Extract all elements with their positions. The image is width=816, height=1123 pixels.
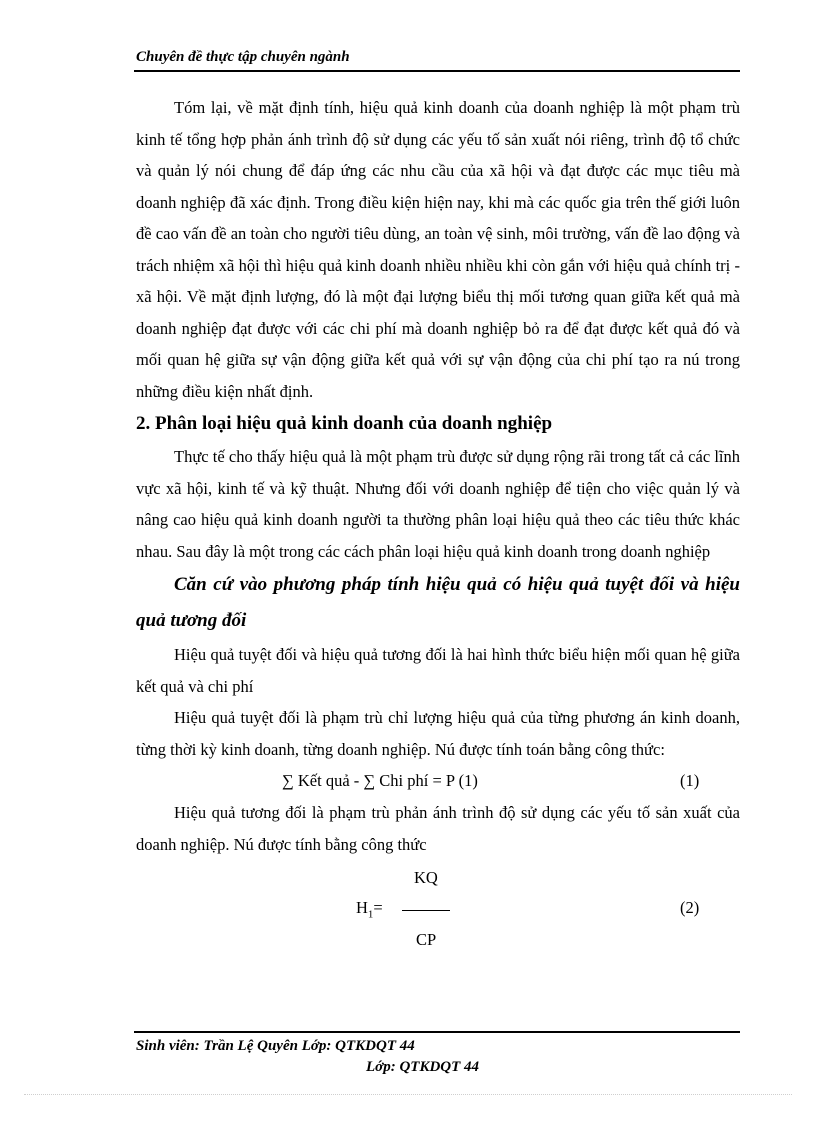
formula-relative-number: (2) bbox=[680, 898, 700, 917]
page-footer bbox=[136, 1036, 479, 1078]
footer-rule bbox=[134, 1031, 740, 1033]
page-bottom-border bbox=[24, 1094, 792, 1095]
formula-absolute-expression: ∑ Kết quả - ∑ Chi phí = P (1) bbox=[282, 771, 478, 790]
paragraph-summary: Tóm lại, về mặt định tính, hiệu quả kinh doanh của doanh nghiệp là một phạm trù kinh tế tổng hợp phản ánh trình độ sử dụng các yếu tố sản xuất nói riêng, trình độ tổ chức và quản lý nói chung để đáp ứng các nhu cầu của xã hội và đạt được các mục tiêu mà doanh nghiệp đã xác định. Trong điều kiện hiện nay, khi mà các quốc gia trên thế giới luôn đề cao vấn đề an toàn cho người tiêu dùng, an toàn vệ sinh, môi trường, vấn đề lao động và trách nhiệm xã hội thì hiệu quả kinh doanh nhiều nhiều khi còn gắn với hiệu quả chính trị - xã hội. Về mặt định lượng, đó là một đại lượng biểu thị mối tương quan giữa kết quả mà doanh nghiệp đạt được với các chi phí mà doanh nghiệp bỏ ra để đạt được kết quả đó và mối quan hệ giữa sự vận động giữa kết quả với sự vận động của chi phí tạo ra nú trong những điều kiện nhất định. bbox=[136, 98, 740, 401]
header-rule bbox=[134, 70, 740, 72]
subsection-heading: Căn cứ vào phương pháp tính hiệu quả có hiệu quả tuyệt đối và hiệu quả tương đối bbox=[136, 574, 740, 631]
page-header-title: Chuyên đề thực tập chuyên ngành bbox=[136, 49, 350, 65]
formula-relative-lhs bbox=[356, 892, 383, 931]
formula-equals: = bbox=[373, 898, 383, 917]
footer-class-line: Lớp: QTKDQT 44 bbox=[366, 1059, 480, 1075]
fraction-bar bbox=[402, 910, 450, 911]
formula-denominator: CP bbox=[416, 930, 437, 949]
formula-absolute-number: (1) bbox=[680, 771, 700, 790]
footer-student-line: Sinh viên: Trần Lệ Quyên Lớp: QTKDQT 44 bbox=[136, 1038, 415, 1054]
section-heading: 2. Phân loại hiệu quả kinh doanh của doanh nghiệp bbox=[136, 413, 553, 434]
formula-numerator: KQ bbox=[414, 868, 438, 887]
paragraph-relation: Hiệu quả tuyệt đối và hiệu quả tương đối là hai hình thức biểu hiện mối quan hệ giữa kết quả và chi phí bbox=[136, 645, 740, 696]
document-body bbox=[136, 92, 740, 956]
paragraph-absolute: Hiệu quả tuyệt đối là phạm trù chỉ lượng hiệu quả của từng phương án kinh doanh, từng thời kỳ kinh doanh, từng doanh nghiệp. Nú được tính toán bằng công thức: bbox=[136, 708, 740, 759]
formula-relative bbox=[136, 860, 740, 956]
paragraph-relative: Hiệu quả tương đối là phạm trù phản ánh trình độ sử dụng các yếu tố sản xuất của doanh nghiệp. Nú được tính bằng công thức bbox=[136, 803, 740, 854]
formula-lhs-symbol: H bbox=[356, 898, 368, 917]
paragraph-intro: Thực tế cho thấy hiệu quả là một phạm trù được sử dụng rộng rãi trong tất cả các lĩnh vực xã hội, kinh tế và kỹ thuật. Nhưng đối với doanh nghiệp để tiện cho việc quản lý và nâng cao hiệu quả kinh doanh người ta thường phân loại hiệu quả theo các tiêu thức khác nhau. Sau đây là một trong các cách phân loại hiệu quả kinh doanh trong doanh nghiệp bbox=[136, 447, 740, 561]
formula-lhs-subscript: 1 bbox=[367, 908, 374, 921]
formula-absolute bbox=[136, 765, 740, 797]
